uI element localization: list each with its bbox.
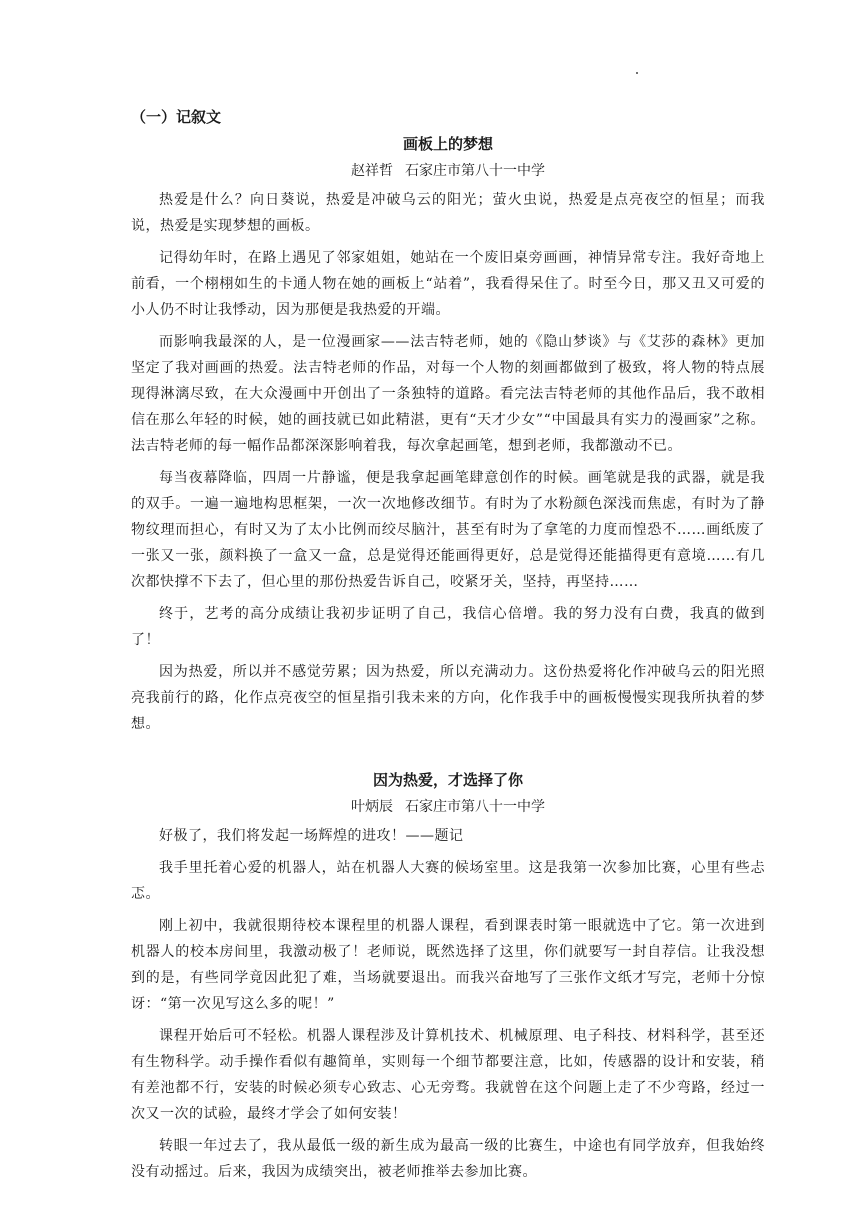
essay-2-paragraph-5: 转眼一年过去了，我从最低一级的新生成为最高一级的比赛生，中途也有同学放弃，但我始终没有动摇过。后来，我因为成绩突出，被老师推举去参加比赛。 (131, 1138, 765, 1180)
essay-2-paragraph-4: 课程开始后可不轻松。机器人课程涉及计算机技术、机械原理、电子科技、材料科学，甚至还有生物科学。动手操作看似有趣简单，实则每一个细节都要注意，比如，传感器的设计和安装，稍有差池都不行，安装的时候必须专心致志、心无旁骛。我就曾在这个问题上走了不少弯路，经过一次又一次的试验，最终才学会了如何安装！ (131, 1028, 765, 1122)
essay-2-author: 叶炳辰 (351, 799, 393, 815)
essay-2-paragraph-2: 我手里托着心爱的机器人，站在机器人大赛的候场室里。这是我第一次参加比赛，心里有些忐忑。 (131, 860, 765, 902)
essay-2-paragraph-1: 好极了，我们将发起一场辉煌的进攻！——题记 (159, 828, 464, 844)
essay-2-paragraph-3: 刚上初中，我就很期待校本课程里的机器人课程，看到课表时第一眼就选中了它。第一次进到机器人的校本房间里，我激动极了！老师说，既然选择了这里，你们就要写一封自荐信。让我没想到的是，有些同学竟因此犯了难，当场就要退出。而我兴奋地写了三张作文纸才写完，老师十分惊讶：“第一次见写这么多的呢！” (131, 918, 765, 1012)
essay-1-paragraph-4: 每当夜幕降临，四周一片静谧，便是我拿起画笔肆意创作的时候。画笔就是我的武器，就是我的双手。一遍一遍地构思框架，一次一次地修改细节。有时为了水粉颜色深浅而焦虑，有时为了静物纹理而担心，有时又为了太小比例而绞尽脑汁，甚至有时为了拿笔的力度而惶恐不……画纸废了一张又一张，颜料换了一盒又一盒，总是觉得还能画得更好，总是觉得还能描得更有意境……有几次都快撑不下去了，但心里的那份热爱告诉自己，咬紧牙关，坚持，再坚持…… (131, 470, 765, 590)
essay-1-school: 石家庄市第八十一中学 (405, 163, 545, 179)
document-page (131, 106, 765, 1191)
essay-2-title: 因为热爱，才选择了你 (372, 771, 523, 789)
essay-2 (131, 769, 765, 1185)
essay-1-paragraph-6: 因为热爱，所以并不感觉劳累；因为热爱，所以充满动力。这份热爱将化作冲破乌云的阳光照亮我前行的路，化作点亮夜空的恒星指引我未来的方向，化作我手中的画板慢慢实现我所执着的梦想。 (131, 664, 765, 732)
essay-2-school: 石家庄市第八十一中学 (405, 799, 545, 815)
essay-gap (131, 743, 765, 769)
essay-1 (131, 133, 765, 737)
essay-1-paragraph-3: 而影响我最深的人，是一位漫画家——法吉特老师，她的《隐山梦谈》与《艾莎的森林》更加坚定了我对画画的热爱。法吉特老师的作品，对每一个人物的刻画都做到了极致，将人物的特点展现得淋漓尽致，在大众漫画中开创出了一条独特的道路。看完法吉特老师的其他作品后，我不敢相信在那么年轻的时候，她的画技就已如此精湛，更有“天才少女”“中国最具有实力的漫画家”之称。法吉特老师的每一幅作品都深深影响着我，每次拿起画笔，想到老师，我都激动不已。 (131, 334, 765, 454)
essay-1-byline (131, 159, 765, 183)
essay-1-title: 画板上的梦想 (402, 135, 493, 153)
essay-1-paragraph-5: 终于，艺考的高分成绩让我初步证明了自己，我信心倍增。我的努力没有白费，我真的做到了！ (131, 606, 765, 648)
section-heading: （一）记叙文 (131, 108, 222, 126)
scan-speck-top (636, 72, 638, 74)
essay-1-paragraph-1: 热爱是什么？向日葵说，热爱是冲破乌云的阳光；萤火虫说，热爱是点亮夜空的恒星；而我说，热爱是实现梦想的画板。 (131, 192, 765, 234)
essay-1-paragraph-2: 记得幼年时，在路上遇见了邻家姐姐，她站在一个废旧桌旁画画，神情异常专注。我好奇地上前看，一个栩栩如生的卡通人物在她的画板上“站着”，我看得呆住了。时至今日，那又丑又可爱的小人仍不时让我悸动，因为那便是我热爱的开端。 (131, 250, 765, 318)
essay-2-byline (131, 795, 765, 819)
essay-1-author: 赵祥哲 (351, 163, 393, 179)
